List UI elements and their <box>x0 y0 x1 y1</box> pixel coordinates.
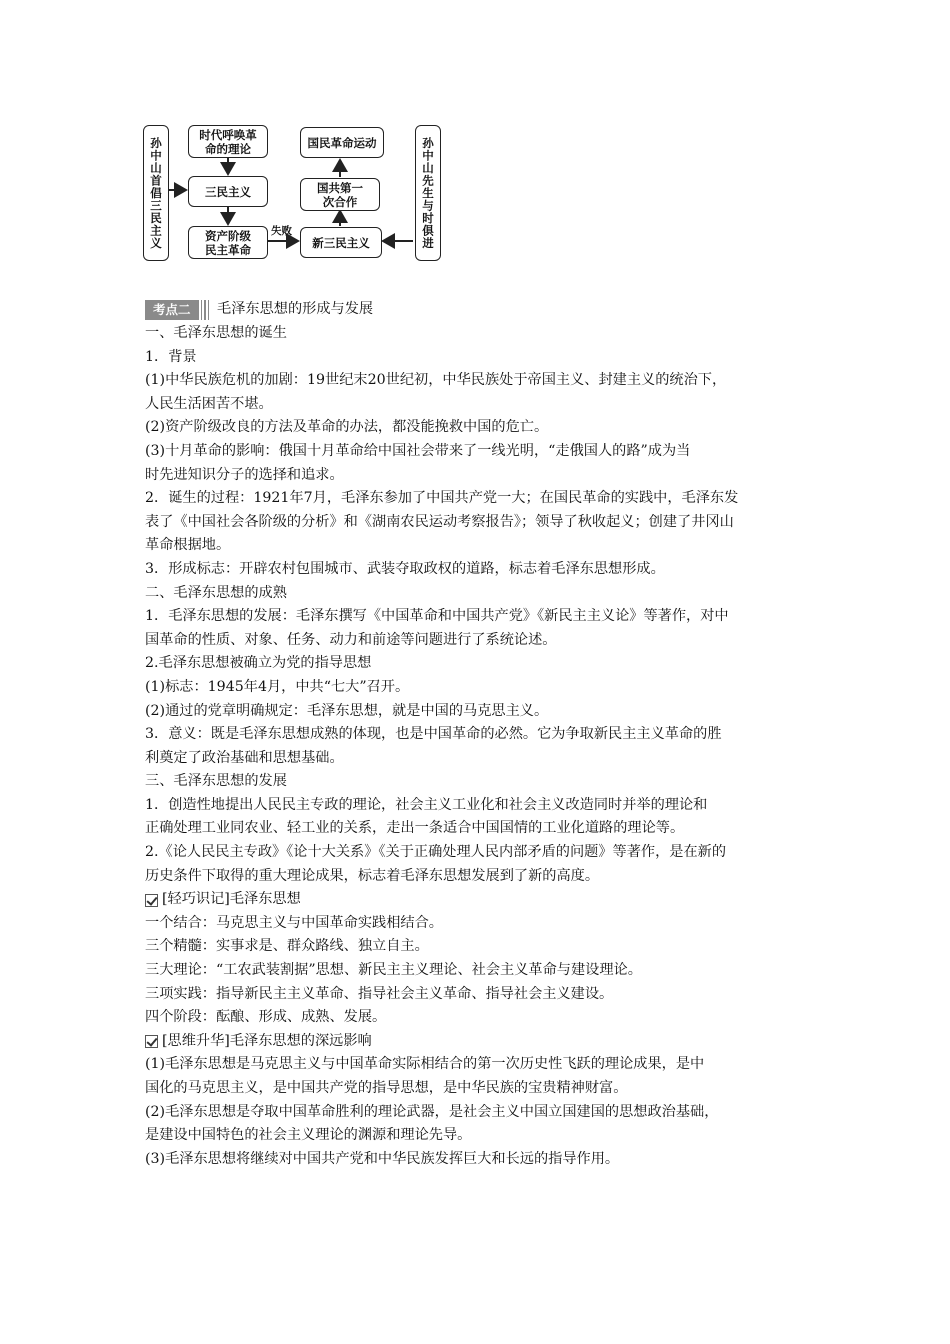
memo-line-4: 四个阶段：酝酿、形成、成熟、发展。 <box>145 1009 387 1026</box>
checkbox-icon <box>145 1035 158 1048</box>
line-15: (1)标志：1945年4月，中共“七大”召开。 <box>145 678 410 695</box>
diagram-box-cooperation-line2: 次合作 <box>322 194 358 209</box>
memo-header <box>145 888 815 912</box>
insight-line-2: (2)毛泽东思想是夺取中国革命胜利的理论武器，是社会主义中国立国建国的思想政治基础， <box>145 1103 719 1120</box>
diagram-box-era-calls-theory <box>188 125 268 158</box>
line-8: 表了《中国社会各阶级的分析》和《湖南农民运动考察报告》；领导了秋收起义；创建了井冈山 <box>145 513 734 530</box>
line-1: 1．背景 <box>145 348 197 365</box>
diagram-box-first-cooperation <box>300 178 380 211</box>
line-14: 2.毛泽东思想被确立为党的指导思想 <box>145 655 372 672</box>
checkbox-icon <box>145 894 158 907</box>
insight-line-4: (3)毛泽东思想将继续对中国共产党和中华民族发挥巨大和长远的指导作用。 <box>145 1150 620 1167</box>
memo-line-3: 三项实践：指导新民主主义革命、指导社会主义革命、指导社会主义建设。 <box>145 985 614 1002</box>
line-10: 3．形成标志：开辟农村包围城市、武装夺取政权的道路，标志着毛泽东思想形成。 <box>145 560 665 577</box>
diagram-label-failure: 失败 <box>271 225 292 237</box>
line-16: (2)通过的党章明确规定：毛泽东思想，就是中国的马克思主义。 <box>145 702 549 719</box>
diagram-box-cooperation-line1: 国共第一 <box>317 180 363 195</box>
line-22: 2.《论人民民主专政》《论十大关系》《关于正确处理人民内部矛盾的问题》等著作，是在新的 <box>145 844 727 861</box>
diagram-box-sun-initiates: 孙中山首倡三民主义 <box>143 125 169 261</box>
diagram-box-bourgeois-line2: 民主革命 <box>205 242 251 257</box>
section-title: 毛泽东思想的形成与发展 <box>217 301 374 318</box>
line-0: 一、毛泽东思想的诞生 <box>145 325 287 341</box>
line-13: 国革命的性质、对象、任务、动力和前途等问题进行了系统论述。 <box>145 631 557 648</box>
diagram-box-bourgeois-line1: 资产阶级 <box>205 228 251 243</box>
memo-title: [轻巧识记]毛泽东思想 <box>162 891 301 908</box>
diagram-box-new-three-principles: 新三民主义 <box>300 227 382 258</box>
insight-line-1: 国化的马克思主义，是中国共产党的指导思想，是中华民族的宝贵精神财富。 <box>145 1080 628 1096</box>
line-6: 时先进知识分子的选择和追求。 <box>145 466 344 483</box>
line-7: 2．诞生的过程：1921年7月，毛泽东参加了中国共产党一大；在国民革命的实践中，毛泽东发 <box>145 490 739 507</box>
line-21: 正确处理工业同农业、轻工业的关系，走出一条适合中国国情的工业化道路的理论等。 <box>145 820 685 837</box>
insight-header <box>145 1030 815 1054</box>
diagram-box-three-principles: 三民主义 <box>188 176 268 207</box>
section-tag: 考点二 <box>145 300 199 320</box>
diagram-box-bourgeois-revolution <box>188 226 268 259</box>
history-flow-diagram <box>140 120 445 265</box>
diagram-box-era-calls-theory-line1: 时代呼唤革 <box>199 127 257 142</box>
line-18: 利奠定了政治基础和思想基础。 <box>145 749 344 766</box>
line-20: 1．创造性地提出人民民主专政的理论，社会主义工业化和社会主义改造同时并举的理论和 <box>145 796 708 813</box>
memo-line-0: 一个结合：马克思主义与中国革命实践相结合。 <box>145 914 443 931</box>
section-header <box>145 298 815 322</box>
line-12: 1．毛泽东思想的发展：毛泽东撰写《中国革命和中国共产党》《新民主主义论》等著作，对中 <box>145 608 729 625</box>
line-2: (1)中华民族危机的加剧：19世纪末20世纪初，中华民族处于帝国主义、封建主义的统治下， <box>145 372 727 389</box>
line-3: 人民生活困苦不堪。 <box>145 395 273 412</box>
memo-line-2: 三大理论：“工农武装割据”思想、新民主主义理论、社会主义革命与建设理论。 <box>145 962 642 979</box>
diagram-box-era-calls-theory-line2: 命的理论 <box>205 141 251 156</box>
insight-line-0: (1)毛泽东思想是马克思主义与中国革命实际相结合的第一次历史性飞跃的理论成果，是中 <box>145 1056 705 1073</box>
diagram-box-sun-keeps-pace: 孙中山先生与时俱进 <box>415 125 441 261</box>
insight-title: [思维升华]毛泽东思想的深远影响 <box>162 1032 372 1049</box>
document-body <box>145 298 815 1171</box>
line-11: 二、毛泽东思想的成熟 <box>145 584 287 601</box>
line-23: 历史条件下取得的重大理论成果，标志着毛泽东思想发展到了新的高度。 <box>145 867 600 884</box>
memo-line-1: 三个精髓：实事求是、群众路线、独立自主。 <box>145 938 429 955</box>
section-tag-decoration <box>201 300 210 320</box>
line-19: 三、毛泽东思想的发展 <box>145 773 287 790</box>
diagram-box-national-revolution: 国民革命运动 <box>300 127 384 158</box>
line-4: (2)资产阶级改良的方法及革命的办法，都没能挽救中国的危亡。 <box>145 419 549 436</box>
insight-line-3: 是建设中国特色的社会主义理论的渊源和理论先导。 <box>145 1127 472 1144</box>
line-17: 3．意义：既是毛泽东思想成熟的体现，也是中国革命的必然。它为争取新民主主义革命的胜 <box>145 726 722 743</box>
line-9: 革命根据地。 <box>145 537 231 554</box>
line-5: (3)十月革命的影响：俄国十月革命给中国社会带来了一线光明，“走俄国人的路”成为当 <box>145 442 691 459</box>
diagram-arrows <box>140 120 445 265</box>
